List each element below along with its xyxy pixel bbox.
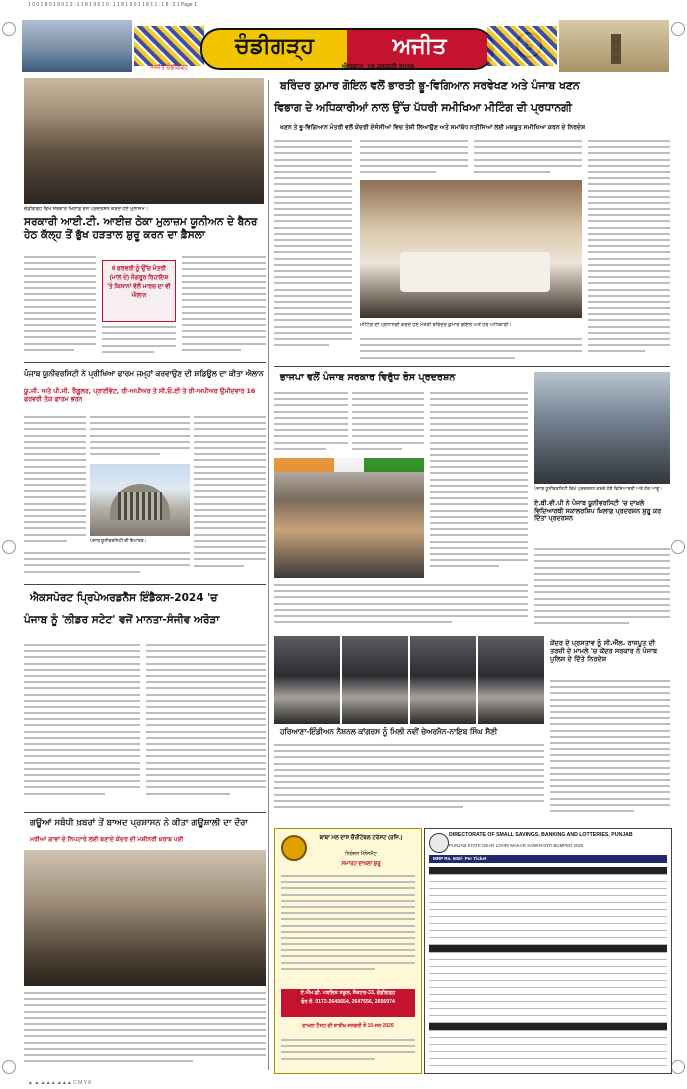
export-story-col1 — [24, 644, 140, 804]
protest-info-box: 6 ਫਰਵਰੀ ਨੂੰ ਉੱਚ ਮੰਤਰੀ (ਮਾਲ ਦੇ) ਸੰਗਰੂਰ ਰਿਹਾਇਸ਼ 'ਤੇ ਕਿਸਾਨਾਂ ਵੱਲੋਂ ਮਾਰਚ ਦਾ ਵੀ ਐਲਾਨ — [102, 260, 176, 322]
school-ad-name-bar — [281, 989, 415, 1017]
pu-exam-headline: ਪੰਜਾਬ ਯੂਨੀਵਰਸਿਟੀ ਨੇ ਪ੍ਰੀਖਿਆ ਫਾਰਮ ਜਮ੍ਹਾਂ ਕਰਵਾਉਣ ਦੀ ਸ਼ਡਿਊਲ ਦਾ ਕੀਤਾ ਐਲਾਨ — [24, 369, 264, 378]
bjp-story-col1 — [274, 392, 348, 454]
pu-building-caption: ਪੰਜਾਬ ਯੂਨੀਵਰਸਿਟੀ ਦੀ ਇਮਾਰਤ। — [90, 538, 147, 543]
pu-exam-story-col2 — [90, 416, 190, 460]
school-ad-emblem — [281, 835, 307, 861]
protest-photo — [24, 78, 264, 204]
lead-story-col4 — [588, 140, 670, 364]
export-headline-line2: ਪੰਜਾਬ ਨੂੰ 'ਲੀਡਰ ਸਟੇਟ' ਵਜੋਂ ਮਾਨਤਾ-ਸੰਜੀਵ ਅਰੋੜਾ — [24, 614, 220, 626]
protest-story-col3 — [182, 256, 266, 356]
protest-story-col1 — [24, 256, 96, 356]
issue-date: ਐਤਵਾਰ, 18 ਜਨਵਰੀ 2026 — [342, 64, 415, 71]
lottery-ad-subtitle: PUNJAB STATE DEAR LOHRI MAKAR SANKRANTI BUMPER 2026 — [449, 843, 584, 848]
school-admission-ad — [274, 828, 422, 1074]
school-ad-body — [281, 875, 415, 983]
protest-photo-caption: ਚੰਡੀਗੜ੍ਹ ਵਿਖੇ ਸਰਕਾਰ ਖ਼ਿਲਾਫ਼ ਰੋਸ ਪ੍ਰਦਰਸ਼ਨ ਕਰਦੇ ਹੋਏ ਮੁਲਾਜ਼ਮ। — [24, 206, 149, 212]
lead-story-col1 — [274, 140, 352, 360]
logo-paper-name: ਅਜੀਤ — [347, 30, 492, 68]
bjp-story-bottom — [274, 584, 528, 630]
lead-story-col2-bottom — [360, 338, 582, 364]
pu-exam-story-col1 — [24, 416, 86, 546]
centre-headline: ਕੇਂਦਰ ਦੇ ਪ੍ਰਸਤਾਵ ਨੂੰ ਸੀ.ਐੱਲ. ਰਾਜਪੂਤ ਦੀ ਤਰਜ਼ੀ ਦੇ ਮਾਮਲੇ 'ਚ ਕੇਂਦਰ ਸਰਕਾਰ ਨੇ ਪੰਜਾਬ ਪੁਲਿਸ ਦੇ ਦਿੱਤੇ ਨਿਰਦੇਸ਼ — [550, 639, 658, 663]
pu-protest-story — [534, 548, 670, 634]
lead-story-col3-top — [474, 140, 582, 176]
masthead-pattern-right — [487, 26, 557, 66]
haryana-headline: ਹਰਿਆਣਾ-ਇੰਡੀਅਨ ਨੈਸ਼ਨਲ ਕਾਂਗਰਸ ਨੂੰ ਮਿਲੀ ਨਵੀਂ ਚੇਅਰਮੈਨ-ਨਾਇਬ ਸਿੰਘ ਸੈਣੀ — [280, 727, 498, 736]
award-photo-2 — [342, 636, 408, 724]
school-ad-admission: ਦਾਖਲਾ ਟੈਸਟ ਦੀ ਤਾਰੀਖ਼ ਜਨਵਰੀ ਤੋਂ 10-ਜਨ 2026 — [302, 1023, 394, 1029]
crop-mark — [2, 1060, 16, 1074]
edition-label: ਅਜੀਤ ਚੰਡੀਗੜ੍ਹ — [150, 65, 188, 71]
award-photo-4 — [478, 636, 544, 724]
export-story-col2 — [146, 644, 266, 804]
pu-protest-photo — [534, 372, 670, 484]
haryana-story — [274, 744, 544, 818]
award-photo-1 — [274, 636, 340, 724]
lottery-notice-ad — [424, 828, 672, 1074]
export-headline-line1: ਐਕਸਪੋਰਟ ਪ੍ਰਿਪੇਅਰਡਨੈੱਸ ਇੰਡੈਕਸ-2024 'ਚ — [30, 592, 218, 604]
protest-headline: ਸਰਕਾਰੀ ਆਈ.ਟੀ. ਆਈਜ਼ ਠੇਕਾ ਮੁਲਾਜ਼ਮ ਯੂਨੀਅਨ ਦੇ ਬੈਨਰ ਹੇਠ ਕੱਲ੍ਹ ਤੋਂ ਭੁੱਖ ਹੜਤਾਲ ਸ਼ੁਰੂ ਕਰਨ ਦਾ ਫ਼ੈਸਲਾ — [24, 216, 258, 241]
cow-story — [24, 992, 266, 1072]
bjp-headline: ਭਾਜਪਾ ਵਲੋਂ ਪੰਜਾਬ ਸਰਕਾਰ ਵਿਰੁੱਧ ਰੋਸ ਪ੍ਰਦਰਸ਼ਨ — [280, 372, 456, 383]
crop-mark — [2, 22, 16, 36]
lead-headline-line2: ਵਿਭਾਗ ਦੇ ਅਧਿਕਾਰੀਆਂ ਨਾਲ ਉੱਚ ਪੱਧਰੀ ਸਮੀਖਿਆ ਮੀਟਿੰਗ ਦੀ ਪ੍ਰਧਾਨਗੀ — [274, 101, 572, 114]
logo-city: ਚੰਡੀਗੜ੍ਹ — [235, 34, 314, 59]
protest-story-col2 — [102, 326, 176, 356]
pu-exam-story-col3 — [194, 416, 266, 576]
lead-headline-line1: ਬਰਿੰਦਰ ਕੁਮਾਰ ਗੋਇਲ ਵਲੋਂ ਭਾਰਤੀ ਭੂ-ਵਿਗਿਆਨ ਸਰਵੇਖਣ ਅਤੇ ਪੰਜਾਬ ਖਣਨ — [280, 79, 580, 92]
school-ad-title: ਬਾਬਾ ਮਲ ਦਾਸ ਚੈਰੀਟੇਬਲ ਟਰੱਸਟ (ਰਜਿ.) — [319, 835, 403, 841]
pu-protest-headline: ਏ.ਬੀ.ਵੀ.ਪੀ ਨੇ ਪੰਜਾਬ ਯੂਨੀਵਰਸਿਟੀ 'ਚ ਦਾਖ਼ਲੇ ਵਿਦਿਆਰਥੀ ਸਕਾਲਰਸ਼ਿਪ ਖ਼ਿਲਾਫ਼ ਪ੍ਰਦਰਸ਼ਨ ਸ਼ੁਰੂ ਕਰ ਦਿੱਤਾ ਪ੍ਰਦਰਸ਼ਨ — [534, 499, 662, 523]
lead-photo-caption: ਮੀਟਿੰਗ ਦੀ ਪ੍ਰਧਾਨਗੀ ਕਰਦੇ ਹੋਏ ਮੰਤਰੀ ਬਰਿੰਦਰ ਕੁਮਾਰ ਗੋਇਲ ਅਤੇ ਹੋਰ ਅਧਿਕਾਰੀ। — [360, 322, 512, 328]
divider — [274, 366, 670, 367]
lead-subheadline: ਖਣਨ ਤੇ ਭੂ-ਵਿਗਿਆਨ ਮੰਤਰੀ ਵਲੋਂ ਕੇਂਦਰੀ ਏਜੰਸੀਆਂ ਵਿਚ ਤੇਜ਼ੀ ਲਿਆਉਣ ਅਤੇ ਸਮਾਂਬੱਧ ਨਤੀਜਿਆਂ ਲਈ ਮਜ਼ਬੂਤ ਸਮੀਖਿਆ ਕਰਨ ਦੇ ਨਿਰਦੇਸ਼ — [274, 122, 670, 134]
bjp-story-col2 — [352, 392, 424, 454]
masthead-photo-monument — [559, 20, 669, 72]
lead-meeting-photo — [360, 180, 582, 318]
bjp-story-col3 — [430, 392, 528, 582]
school-ad-open: ਸਮਾਰਟ ਦਾਖਲਾ ਸ਼ੁਰੂ — [341, 861, 381, 867]
centre-story — [550, 680, 670, 820]
cow-shelter-photo — [24, 850, 266, 986]
print-slug: 1 0 0 1 8 0 1 8 0 1 2 : 1 1 8 1 9 0 1 0 : 1 1 8 1 9 0 1 1 8 1 1 : 1 8 : 2 1 Page 1 — [28, 2, 197, 8]
crop-mark — [2, 540, 16, 554]
print-color-bar: ▲ ▲ ▲▲▲ ▲▲▲ C M Y K — [28, 1080, 92, 1086]
masthead — [22, 12, 669, 74]
crop-mark — [671, 540, 685, 554]
divider — [24, 584, 266, 585]
masthead-photo-lake — [22, 20, 132, 72]
pu-exam-story-bottom — [24, 552, 190, 576]
school-ad-footer — [281, 1039, 415, 1067]
school-ad-phone: ਫੋਨ ਨੰ. 0172-2645654, 2647556, 2656974 — [301, 999, 395, 1005]
school-ad-subtitle: ਨਿਰੰਜਨ ਮੈਨੇਜਮੈਂਟ — [345, 851, 377, 857]
cow-headline: ਗਊਆਂ ਸਬੰਧੀ ਖ਼ਬਰਾਂ ਤੋਂ ਬਾਅਦ ਪ੍ਰਸ਼ਾਸਨ ਨੇ ਕੀਤਾ ਗਊਸ਼ਾਲੀ ਦਾ ਦੌਰਾ — [30, 818, 248, 828]
pu-protest-caption: ਪੰਜਾਬ ਯੂਨੀਵਰਸਿਟੀ ਵਿਖੇ ਪ੍ਰਦਰਸ਼ਨ ਕਰਦੇ ਹੋਏ ਵਿਦਿਆਰਥੀ ਅਤੇ ਹੋਰ ਆਗੂ। — [534, 486, 663, 491]
lottery-results-table — [429, 867, 667, 1067]
lottery-ad-emblem — [429, 833, 449, 853]
divider — [24, 812, 266, 813]
award-photo-3 — [410, 636, 476, 724]
divider — [24, 362, 266, 363]
school-ad-school: ਏ.ਐੱਮ.ਡੀ. ਪਬਲਿਕ ਸਕੂਲ, ਸੈਕਟਰ-33, ਚੰਡੀਗੜ੍ਹ — [300, 990, 396, 996]
masthead-pattern-left — [134, 26, 204, 66]
cow-subheadline: ਮਰੀਆਂ ਗਾਵਾਂ ਦੇ ਨਿਪਟਾਰੇ ਲਈ ਬਣਾਏ ਕੇਂਦਰ ਦੀ ਮਸ਼ੀਨਰੀ ਖ਼ਰਾਬ ਪਈ — [24, 834, 266, 846]
crop-mark — [671, 1060, 685, 1074]
column-divider — [268, 80, 269, 1070]
pu-building-photo — [90, 464, 190, 536]
bjp-rally-photo — [274, 458, 424, 578]
lead-story-col2-top — [360, 140, 468, 176]
pu-exam-subhead: ਯੂ.ਜੀ. ਅਤੇ ਪੀ.ਜੀ. ਰੈਗੂਲਰ, ਪ੍ਰਾਈਵੇਟ, ਰੀ-ਅਪੀਅਰ ਤੇ ਸੀ.ਓ.ਈ ਤੇ ਰੀ-ਅਪੀਅਰ ਉਮੀਦਵਾਰ 16 ਫਰਵਰੀ ਤੱਕ ਫਾਰਮ ਭਰਨ — [24, 388, 256, 403]
crop-mark — [671, 22, 685, 36]
lottery-ad-price-bar: MRP Rs. 500/- Per Ticket — [429, 855, 667, 863]
lottery-ad-title: DIRECTORATE OF SMALL SAVINGS, BANKING AND LOTTERIES, PUNJAB — [449, 832, 633, 838]
